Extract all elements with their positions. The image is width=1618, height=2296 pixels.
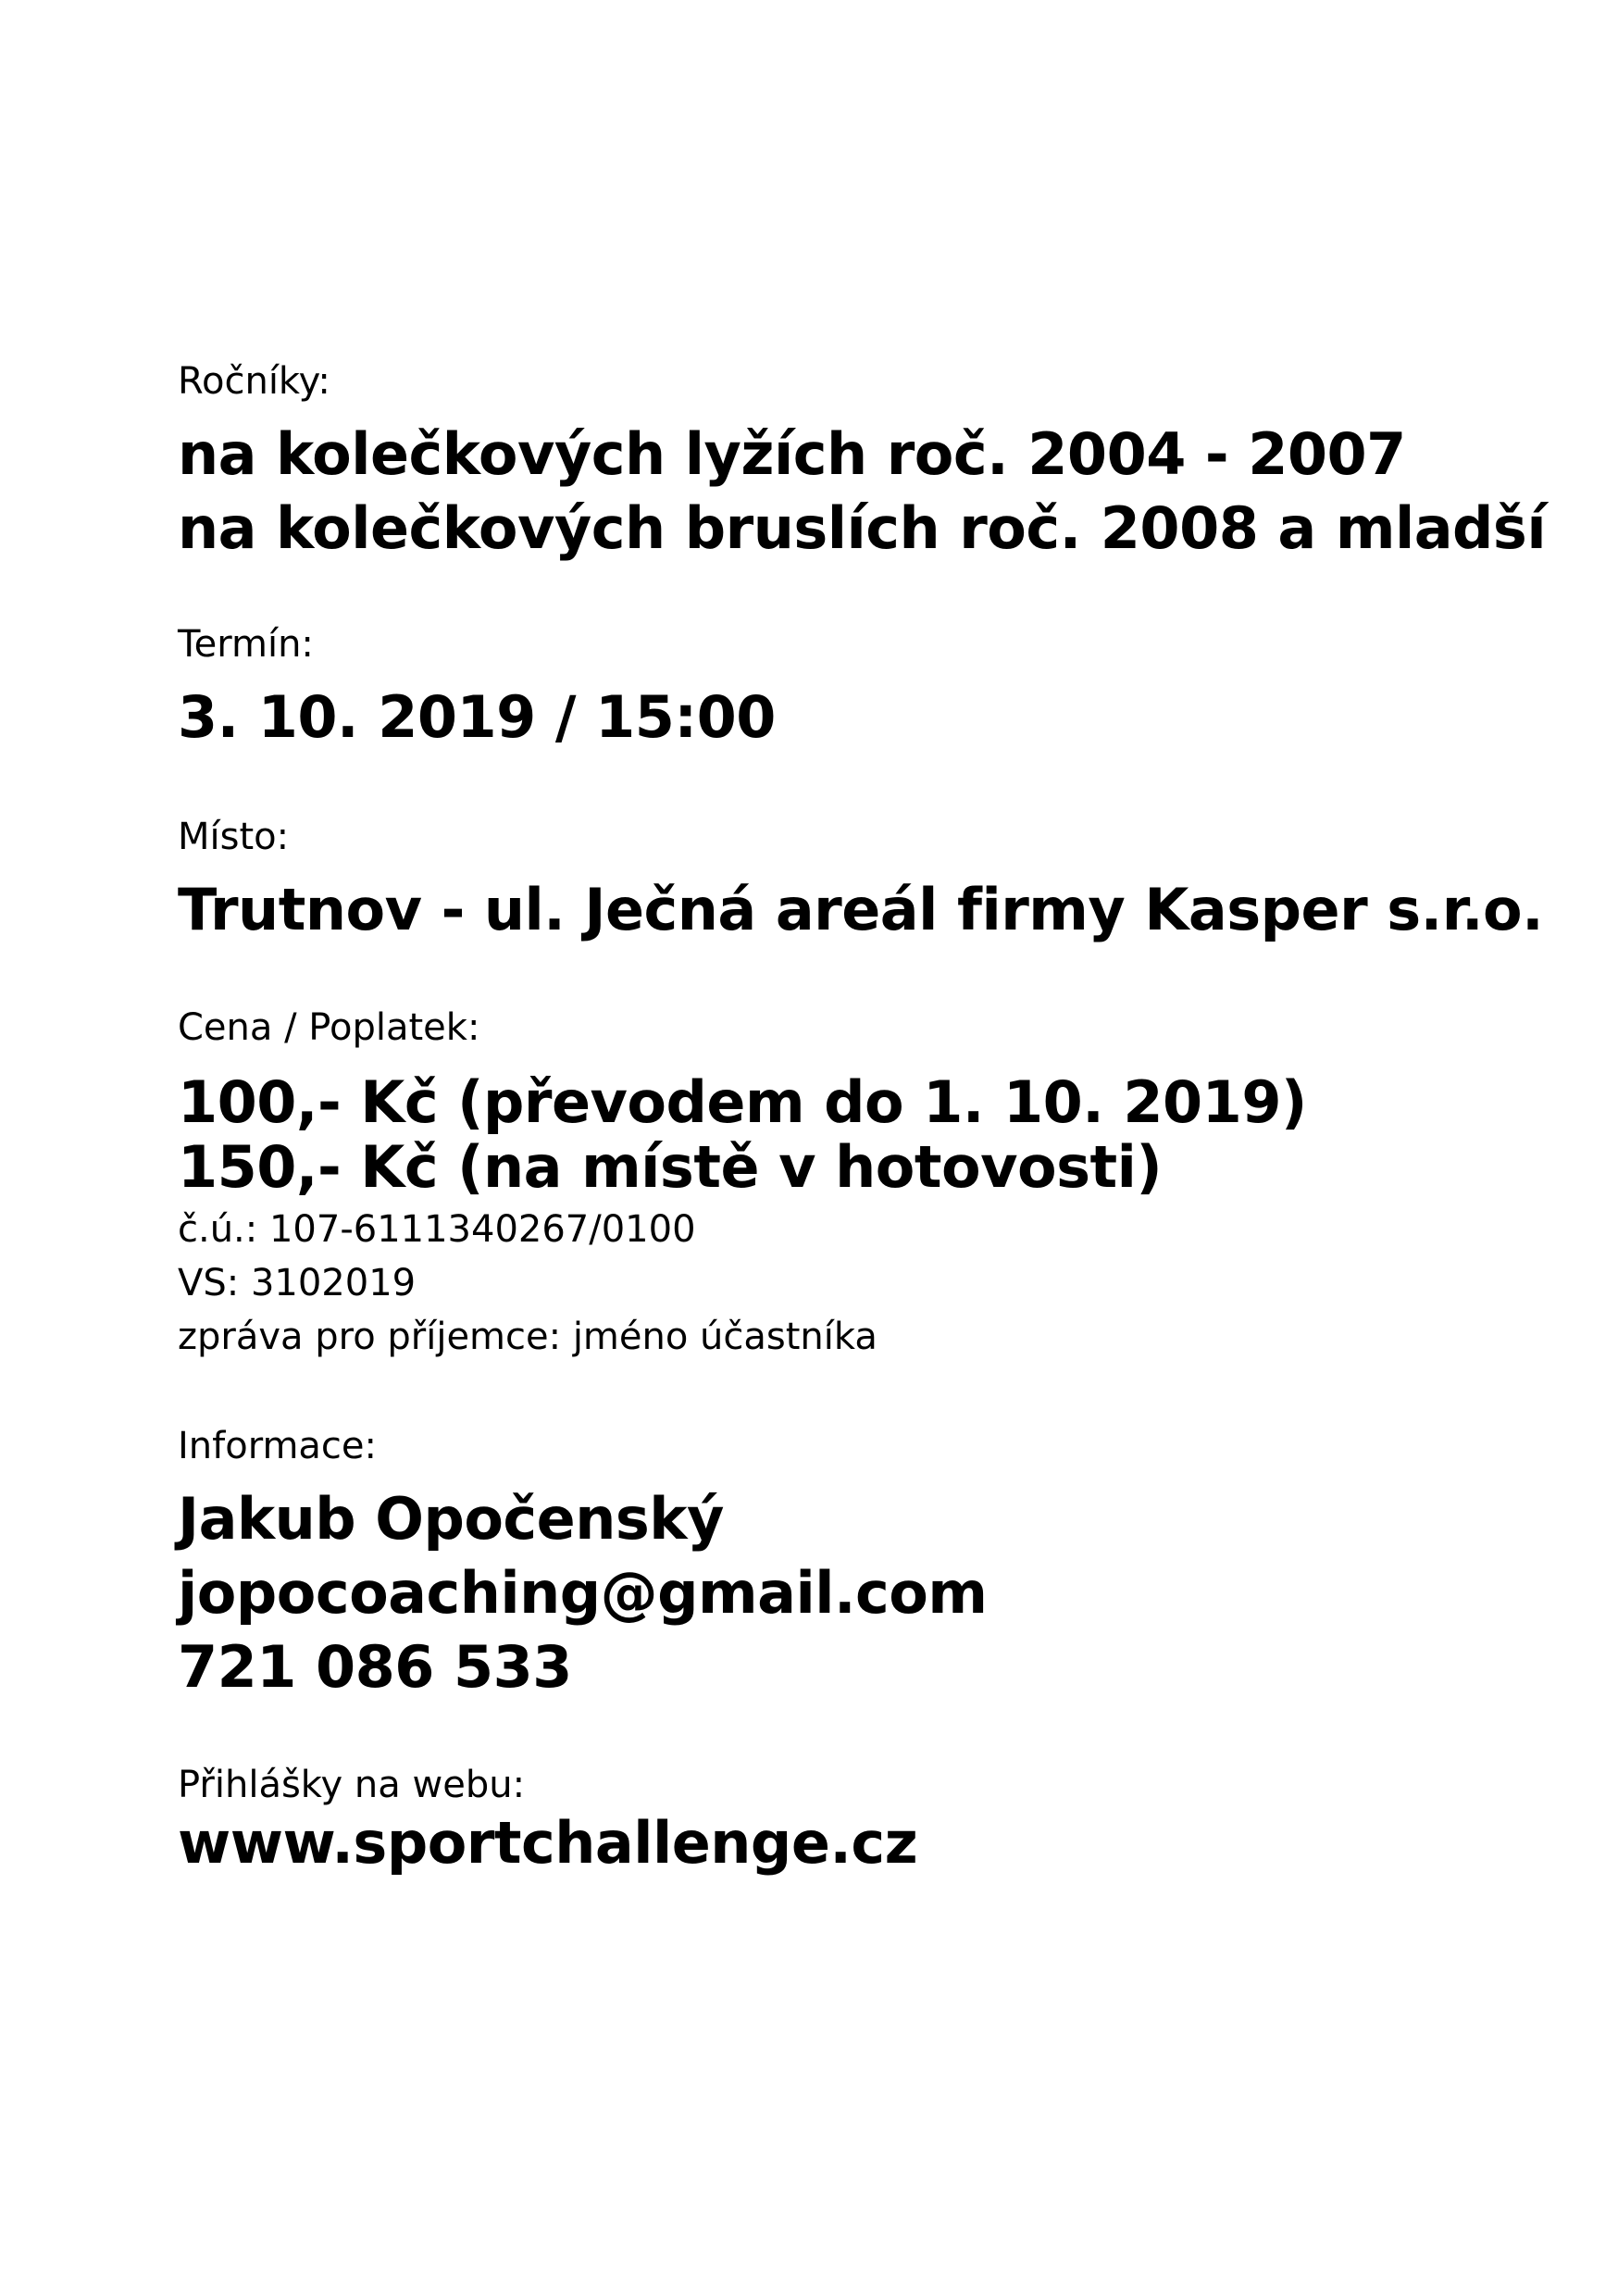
informace-label: Informace: — [178, 1425, 377, 1467]
cena-line-1: 100,- Kč (převodem do 1. 10. 2019) — [178, 1068, 1307, 1136]
prihlasky-label: Přihlášky na webu: — [178, 1764, 526, 1806]
cena-account-number: č.ú.: 107-6111340267/0100 — [178, 1208, 696, 1251]
rocniky-line-2: na kolečkových bruslích roč. 2008 a mladší — [178, 494, 1547, 562]
rocniky-line-1: na kolečkových lyžích roč. 2004 - 2007 — [178, 420, 1406, 488]
misto-label: Místo: — [178, 816, 290, 858]
informace-email: jopocoaching@gmail.com — [178, 1559, 988, 1627]
rocniky-label: Ročníky: — [178, 360, 330, 403]
termin-label: Termín: — [178, 623, 314, 666]
informace-name: Jakub Opočenský — [178, 1485, 724, 1553]
prihlasky-website-link[interactable]: www.sportchallenge.cz — [178, 1809, 918, 1877]
cena-recipient-message: zpráva pro příjemce: jméno účastníka — [178, 1316, 877, 1358]
misto-value: Trutnov - ul. Ječná areál firmy Kasper s.r.o. — [178, 876, 1544, 943]
cena-line-2: 150,- Kč (na místě v hotovosti) — [178, 1133, 1163, 1201]
termin-value: 3. 10. 2019 / 15:00 — [178, 683, 776, 751]
cena-label: Cena / Poplatek: — [178, 1006, 480, 1049]
cena-variable-symbol: VS: 3102019 — [178, 1262, 417, 1304]
informace-phone: 721 086 533 — [178, 1633, 572, 1701]
